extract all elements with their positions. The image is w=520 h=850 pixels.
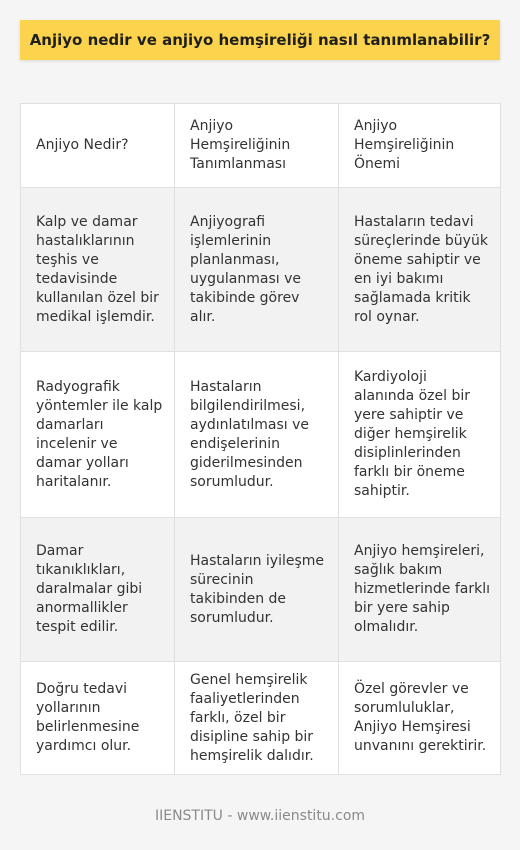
column-header: Anjiyo Nedir?	[21, 104, 175, 188]
table-row	[21, 352, 501, 518]
table-cell: Radyografik yöntemler ile kalp damarları incelenir ve damar yolları haritalanır.	[21, 352, 175, 518]
table-row	[21, 662, 501, 775]
table-cell: Doğru tedavi yollarının belirlenmesine yardımcı olur.	[21, 662, 175, 775]
table-cell: Kardiyoloji alanında özel bir yere sahiptir ve diğer hemşirelik disiplinlerinden farklı bir öneme sahiptir.	[339, 352, 501, 518]
table-cell: Genel hemşirelik faaliyetlerinden farklı, özel bir disipline sahip bir hemşirelik dalıdır.	[175, 662, 339, 775]
column-header: Anjiyo Hemşireliğinin Tanımlanması	[175, 104, 339, 188]
table-cell: Anjiyo hemşireleri, sağlık bakım hizmetlerinde farklı bir yere sahip olmalıdır.	[339, 518, 501, 662]
table-cell: Hastaların bilgilendirilmesi, aydınlatılması ve endişelerinin giderilmesinden sorumludur.	[175, 352, 339, 518]
table-cell: Anjiyografi işlemlerinin planlanması, uygulanması ve takibinde görev alır.	[175, 188, 339, 352]
title-banner	[20, 20, 500, 60]
table-cell: Hastaların iyileşme sürecinin takibinden de sorumludur.	[175, 518, 339, 662]
table-cell: Özel görevler ve sorumluluklar, Anjiyo Hemşiresi unvanını gerektirir.	[339, 662, 501, 775]
table-cell: Kalp ve damar hastalıklarının teşhis ve tedavisinde kullanılan özel bir medikal işlemdir.	[21, 188, 175, 352]
info-table	[20, 103, 501, 775]
table-header-row	[21, 104, 501, 188]
table-cell: Hastaların tedavi süreçlerinde büyük öneme sahiptir ve en iyi bakımı sağlamada kritik rol oynar.	[339, 188, 501, 352]
footer-watermark: IIENSTITU - www.iienstitu.com	[154, 808, 366, 824]
table-row	[21, 188, 501, 352]
column-header: Anjiyo Hemşireliğinin Önemi	[339, 104, 501, 188]
table-cell: Damar tıkanıklıkları, daralmalar gibi anormallikler tespit edilir.	[21, 518, 175, 662]
table-row	[21, 518, 501, 662]
page-title: Anjiyo nedir ve anjiyo hemşireliği nasıl tanımlanabilir?	[29, 31, 491, 49]
